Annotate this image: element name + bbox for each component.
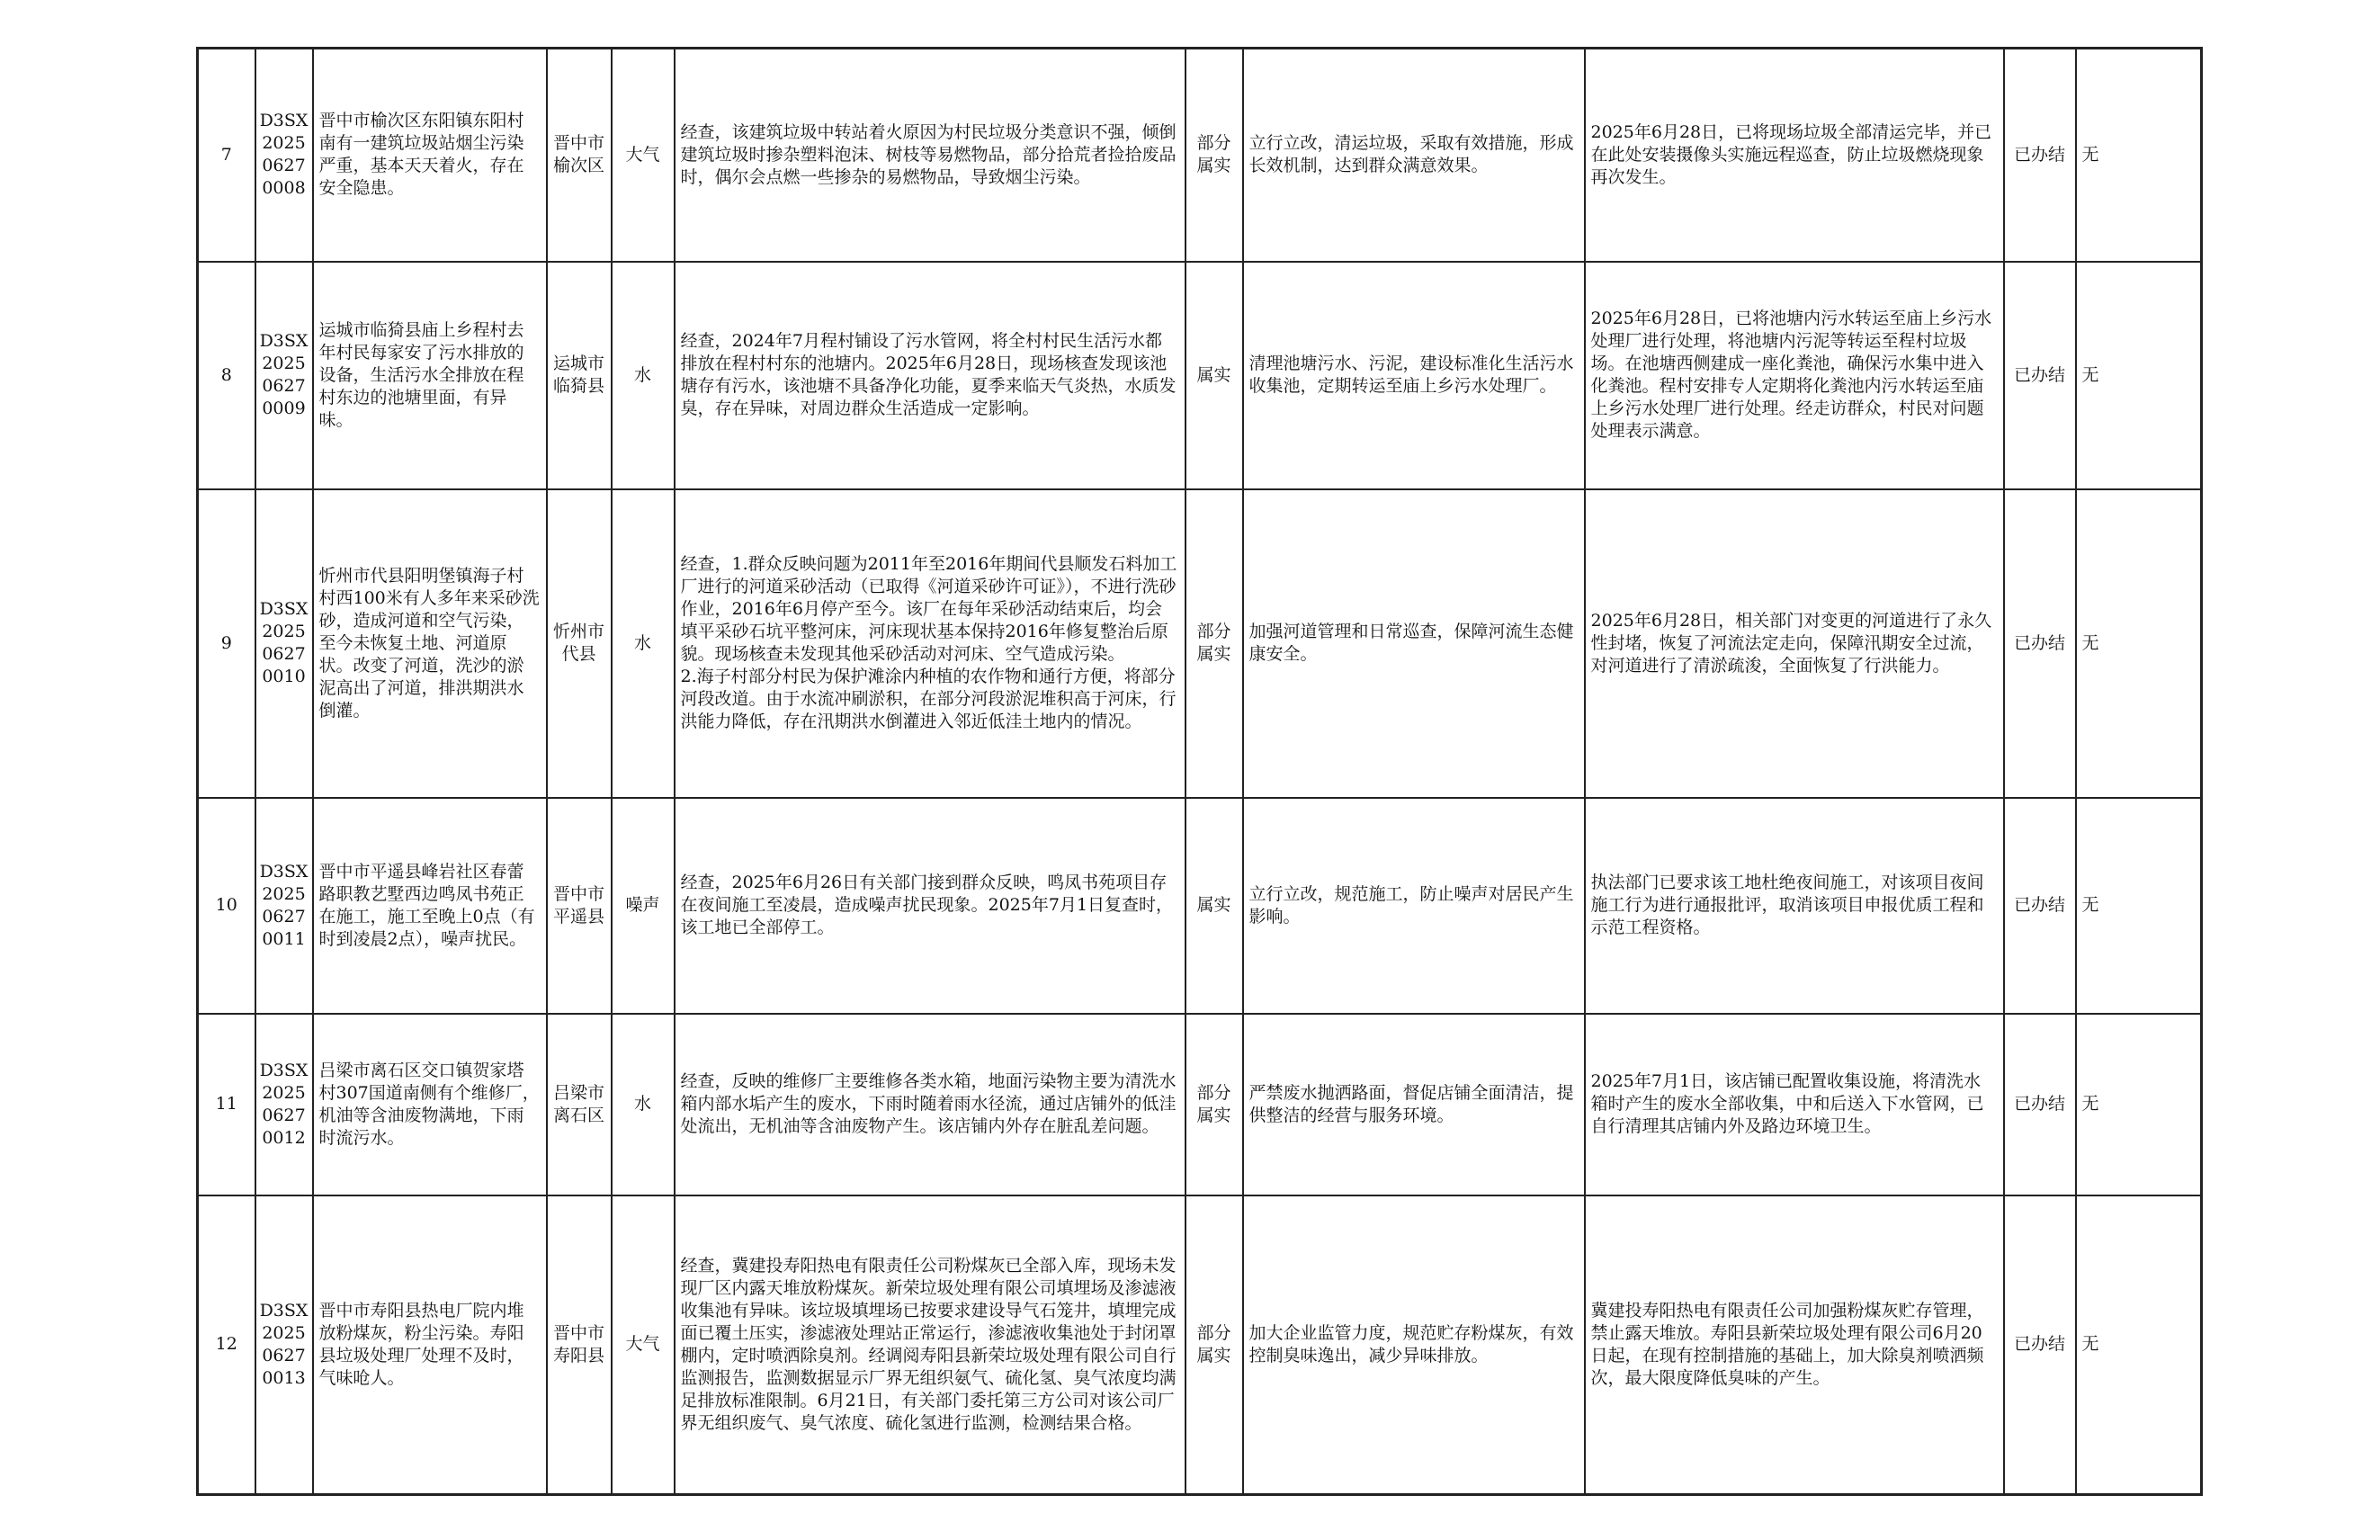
progress-text: 2025年7月1日，该店铺已配置收集设施，将清洗水箱时产生的废水全部收集，中和后送入下水管网，已自行清理其店铺内外及路边环境卫生。 bbox=[1585, 1014, 2004, 1195]
row-number: 11 bbox=[198, 1014, 255, 1195]
verdict: 部分属实 bbox=[1186, 1195, 1243, 1495]
investigation-text: 经查，冀建投寿阳热电有限责任公司粉煤灰已全部入库，现场未发现厂区内露天堆放粉煤灰。新荣垃圾处理有限公司填埋场及渗滤液收集池有异味。该垃圾填埋场已按要求建设导气石笼井，填埋完成面已覆土压实，渗滤液处理站正常运行，渗滤液收集池处于封闭罩棚内，定时喷洒除臭剂。经调阅寿阳县新荣垃圾处理有限公司自行监测报告，监测数据显示厂界无组织氨气、硫化氢、臭气浓度均满足排放标准限制。6月21日，有关部门委托第三方公司对该公司厂界无组织废气、臭气浓度、硫化氢进行监测，检测结果合格。 bbox=[675, 1195, 1186, 1495]
pollution-type: 水 bbox=[612, 262, 675, 489]
status: 已办结 bbox=[2004, 798, 2076, 1014]
measures-text: 立行立改，规范施工，防止噪声对居民产生影响。 bbox=[1243, 798, 1585, 1014]
progress-text: 执法部门已要求该工地杜绝夜间施工，对该项目夜间施工行为进行通报批评，取消该项目申报优质工程和示范工程资格。 bbox=[1585, 798, 2004, 1014]
progress-text: 冀建投寿阳热电有限责任公司加强粉煤灰贮存管理，禁止露天堆放。寿阳县新荣垃圾处理有限公司6月20日起，在现有控制措施的基础上，加大除臭剂喷洒频次，最大限度降低臭味的产生。 bbox=[1585, 1195, 2004, 1495]
case-code: D3SX202506270011 bbox=[255, 798, 313, 1014]
investigation-text: 经查，该建筑垃圾中转站着火原因为村民垃圾分类意识不强，倾倒建筑垃圾时掺杂塑料泡沫、树枝等易燃物品，部分拾荒者捡拾废品时，偶尔会点燃一些掺杂的易燃物品，导致烟尘污染。 bbox=[675, 49, 1186, 262]
case-code: D3SX202506270008 bbox=[255, 49, 313, 262]
region: 晋中市平遥县 bbox=[547, 798, 612, 1014]
complaint-text: 运城市临猗县庙上乡程村去年村民每家安了污水排放的设备，生活污水全排放在程村东边的池塘里面，有异味。 bbox=[313, 262, 547, 489]
investigation-text: 经查，1.群众反映问题为2011年至2016年期间代县顺发石料加工厂进行的河道采砂活动（已取得《河道采砂许可证》），不进行洗砂作业，2016年6月停产至今。该厂在每年采砂活动结束后，均会填平采砂石坑平整河床，河床现状基本保持2016年修复整治后原貌。现场核查未发现其他采砂活动对河床、空气造成污染。 2.海子村部分村民为保护滩涂内种植的农作物和通行方便，将部分河段改道。由于水流冲刷淤积，在部分河段淤泥堆积高于河床，行洪能力降低，存在汛期洪水倒灌进入邻近低洼土地内的情况。 bbox=[675, 489, 1186, 798]
row-number: 9 bbox=[198, 489, 255, 798]
case-code: D3SX202506270010 bbox=[255, 489, 313, 798]
verdict: 部分属实 bbox=[1186, 49, 1243, 262]
row-number: 12 bbox=[198, 1195, 255, 1495]
verdict: 属实 bbox=[1186, 798, 1243, 1014]
remark: 无 bbox=[2076, 1195, 2202, 1495]
table-row bbox=[198, 262, 2202, 489]
remark: 无 bbox=[2076, 1014, 2202, 1195]
case-code: D3SX202506270009 bbox=[255, 262, 313, 489]
pollution-type: 水 bbox=[612, 1014, 675, 1195]
measures-text: 清理池塘污水、污泥，建设标准化生活污水收集池，定期转运至庙上乡污水处理厂。 bbox=[1243, 262, 1585, 489]
row-number: 7 bbox=[198, 49, 255, 262]
status: 已办结 bbox=[2004, 1195, 2076, 1495]
table-row bbox=[198, 798, 2202, 1014]
measures-text: 加大企业监管力度，规范贮存粉煤灰，有效控制臭味逸出，减少异味排放。 bbox=[1243, 1195, 1585, 1495]
pollution-type: 大气 bbox=[612, 1195, 675, 1495]
remark: 无 bbox=[2076, 262, 2202, 489]
remark: 无 bbox=[2076, 798, 2202, 1014]
status: 已办结 bbox=[2004, 489, 2076, 798]
region: 忻州市代县 bbox=[547, 489, 612, 798]
complaint-text: 晋中市榆次区东阳镇东阳村南有一建筑垃圾站烟尘污染严重，基本天天着火，存在安全隐患。 bbox=[313, 49, 547, 262]
region: 晋中市榆次区 bbox=[547, 49, 612, 262]
table-row bbox=[198, 1195, 2202, 1495]
case-code: D3SX202506270012 bbox=[255, 1014, 313, 1195]
progress-text: 2025年6月28日，已将池塘内污水转运至庙上乡污水处理厂进行处理，将池塘内污泥等转运至程村垃圾场。在池塘西侧建成一座化粪池，确保污水集中进入化粪池。程村安排专人定期将化粪池内污水转运至庙上乡污水处理厂进行处理。经走访群众，村民对问题处理表示满意。 bbox=[1585, 262, 2004, 489]
region: 运城市临猗县 bbox=[547, 262, 612, 489]
complaint-text: 吕梁市离石区交口镇贺家塔村307国道南侧有个维修厂，机油等含油废物满地，下雨时流污水。 bbox=[313, 1014, 547, 1195]
progress-text: 2025年6月28日，已将现场垃圾全部清运完毕，并已在此处安装摄像头实施远程巡查，防止垃圾燃烧现象再次发生。 bbox=[1585, 49, 2004, 262]
case-code: D3SX202506270013 bbox=[255, 1195, 313, 1495]
complaint-text: 晋中市平遥县峰岩社区春蕾路职教艺墅西边鸣凤书苑正在施工，施工至晚上0点（有时到凌晨2点），噪声扰民。 bbox=[313, 798, 547, 1014]
row-number: 8 bbox=[198, 262, 255, 489]
measures-text: 严禁废水抛洒路面，督促店铺全面清洁，提供整洁的经营与服务环境。 bbox=[1243, 1014, 1585, 1195]
verdict: 部分属实 bbox=[1186, 1014, 1243, 1195]
investigation-text: 经查，2024年7月程村铺设了污水管网，将全村村民生活污水都排放在程村村东的池塘内。2025年6月28日，现场核查发现该池塘存有污水，该池塘不具备净化功能，夏季来临天气炎热，水质发臭，存在异味，对周边群众生活造成一定影响。 bbox=[675, 262, 1186, 489]
row-number: 10 bbox=[198, 798, 255, 1014]
region: 吕梁市离石区 bbox=[547, 1014, 612, 1195]
table-row bbox=[198, 49, 2202, 262]
pollution-type: 大气 bbox=[612, 49, 675, 262]
measures-text: 立行立改，清运垃圾，采取有效措施，形成长效机制，达到群众满意效果。 bbox=[1243, 49, 1585, 262]
table-row bbox=[198, 1014, 2202, 1195]
investigation-text: 经查，反映的维修厂主要维修各类水箱，地面污染物主要为清洗水箱内部水垢产生的废水，下雨时随着雨水径流，通过店铺外的低洼处流出，无机油等含油废物产生。该店铺内外存在脏乱差问题。 bbox=[675, 1014, 1186, 1195]
verdict: 属实 bbox=[1186, 262, 1243, 489]
status: 已办结 bbox=[2004, 262, 2076, 489]
verdict: 部分属实 bbox=[1186, 489, 1243, 798]
pollution-type: 噪声 bbox=[612, 798, 675, 1014]
pollution-type: 水 bbox=[612, 489, 675, 798]
remark: 无 bbox=[2076, 489, 2202, 798]
measures-text: 加强河道管理和日常巡查，保障河流生态健康安全。 bbox=[1243, 489, 1585, 798]
region: 晋中市寿阳县 bbox=[547, 1195, 612, 1495]
complaint-text: 晋中市寿阳县热电厂院内堆放粉煤灰，粉尘污染。寿阳县垃圾处理厂处理不及时，气味呛人。 bbox=[313, 1195, 547, 1495]
status: 已办结 bbox=[2004, 49, 2076, 262]
table-row bbox=[198, 489, 2202, 798]
complaint-table bbox=[196, 47, 2203, 1496]
investigation-text: 经查，2025年6月26日有关部门接到群众反映，鸣凤书苑项目存在夜间施工至凌晨，造成噪声扰民现象。2025年7月1日复查时，该工地已全部停工。 bbox=[675, 798, 1186, 1014]
status: 已办结 bbox=[2004, 1014, 2076, 1195]
progress-text: 2025年6月28日，相关部门对变更的河道进行了永久性封堵，恢复了河流法定走向，保障汛期安全过流，对河道进行了清淤疏浚，全面恢复了行洪能力。 bbox=[1585, 489, 2004, 798]
remark: 无 bbox=[2076, 49, 2202, 262]
complaint-text: 忻州市代县阳明堡镇海子村村西100米有人多年来采砂洗砂，造成河道和空气污染，至今未恢复土地、河道原状。改变了河道，洗沙的淤泥高出了河道，排洪期洪水倒灌。 bbox=[313, 489, 547, 798]
